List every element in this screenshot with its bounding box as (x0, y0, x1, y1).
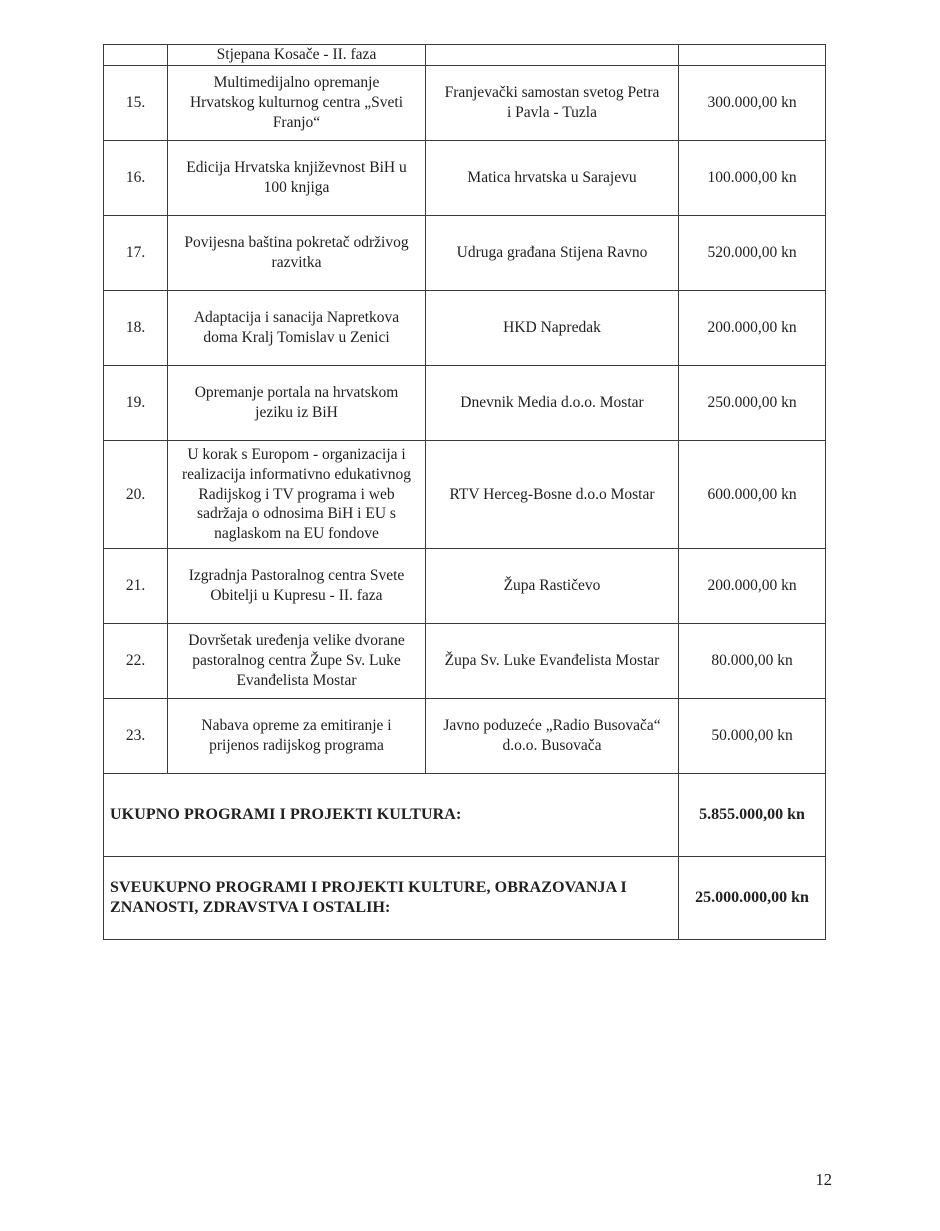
beneficiary-cell: HKD Napredak (426, 291, 679, 366)
beneficiary-cell: Župa Sv. Luke Evanđelista Mostar (426, 624, 679, 699)
grand-total-label: SVEUKUPNO PROGRAMI I PROJEKTI KULTURE, OBRAZOVANJA I ZNANOSTI, ZDRAVSTVA I OSTALIH: (104, 857, 679, 940)
grants-table-body (104, 45, 826, 940)
table-row (104, 549, 826, 624)
table-row (104, 66, 826, 141)
table-row (104, 624, 826, 699)
row-number-cell: 20. (104, 441, 168, 549)
page-number: 12 (815, 1170, 832, 1189)
beneficiary-cell: Javno poduzeće „Radio Busovača“ d.o.o. Busovača (426, 699, 679, 774)
row-number-cell: 23. (104, 699, 168, 774)
table-row (104, 141, 826, 216)
beneficiary-cell: Udruga građana Stijena Ravno (426, 216, 679, 291)
beneficiary-cell: Dnevnik Media d.o.o. Mostar (426, 366, 679, 441)
amount-cell: 300.000,00 kn (679, 66, 826, 141)
amount-cell: 200.000,00 kn (679, 291, 826, 366)
beneficiary-cell: RTV Herceg-Bosne d.o.o Mostar (426, 441, 679, 549)
project-cell: Edicija Hrvatska književnost BiH u 100 knjiga (168, 141, 426, 216)
project-cell: Opremanje portala na hrvatskom jeziku iz BiH (168, 366, 426, 441)
amount-cell: 520.000,00 kn (679, 216, 826, 291)
project-cell: Nabava opreme za emitiranje i prijenos radijskog programa (168, 699, 426, 774)
project-cell: Multimedijalno opremanje Hrvatskog kulturnog centra „Sveti Franjo“ (168, 66, 426, 141)
carryover-beneficiary-cell (426, 45, 679, 66)
amount-cell: 80.000,00 kn (679, 624, 826, 699)
subtotal-label: UKUPNO PROGRAMI I PROJEKTI KULTURA: (104, 774, 679, 857)
amount-cell: 250.000,00 kn (679, 366, 826, 441)
subtotal-amount: 5.855.000,00 kn (679, 774, 826, 857)
carryover-project-cell: Stjepana Kosače - II. faza (168, 45, 426, 66)
project-cell: U korak s Europom - organizacija i realizacija informativno edukativnog Radijskog i TV programa i web sadržaja o odnosima BiH i EU s naglaskom na EU fondove (168, 441, 426, 549)
project-cell: Izgradnja Pastoralnog centra Svete Obitelji u Kupresu - II. faza (168, 549, 426, 624)
grand-total-row (104, 857, 826, 940)
grants-table (103, 44, 826, 940)
row-number-cell: 18. (104, 291, 168, 366)
project-cell: Povijesna baština pokretač održivog razvitka (168, 216, 426, 291)
table-row (104, 366, 826, 441)
grand-total-amount: 25.000.000,00 kn (679, 857, 826, 940)
beneficiary-cell: Matica hrvatska u Sarajevu (426, 141, 679, 216)
project-cell: Dovršetak uređenja velike dvorane pastoralnog centra Župe Sv. Luke Evanđelista Mostar (168, 624, 426, 699)
beneficiary-cell: Župa Rastičevo (426, 549, 679, 624)
row-number-cell: 22. (104, 624, 168, 699)
amount-cell: 600.000,00 kn (679, 441, 826, 549)
table-row (104, 216, 826, 291)
carryover-row (104, 45, 826, 66)
table-row (104, 291, 826, 366)
row-number-cell: 19. (104, 366, 168, 441)
row-number-cell: 21. (104, 549, 168, 624)
amount-cell: 50.000,00 kn (679, 699, 826, 774)
row-number-cell: 15. (104, 66, 168, 141)
row-number-cell: 16. (104, 141, 168, 216)
carryover-number-cell (104, 45, 168, 66)
beneficiary-cell: Franjevački samostan svetog Petra i Pavla - Tuzla (426, 66, 679, 141)
table-row (104, 441, 826, 549)
subtotal-row (104, 774, 826, 857)
table-row (104, 699, 826, 774)
project-cell: Adaptacija i sanacija Napretkova doma Kralj Tomislav u Zenici (168, 291, 426, 366)
row-number-cell: 17. (104, 216, 168, 291)
amount-cell: 100.000,00 kn (679, 141, 826, 216)
carryover-amount-cell (679, 45, 826, 66)
amount-cell: 200.000,00 kn (679, 549, 826, 624)
